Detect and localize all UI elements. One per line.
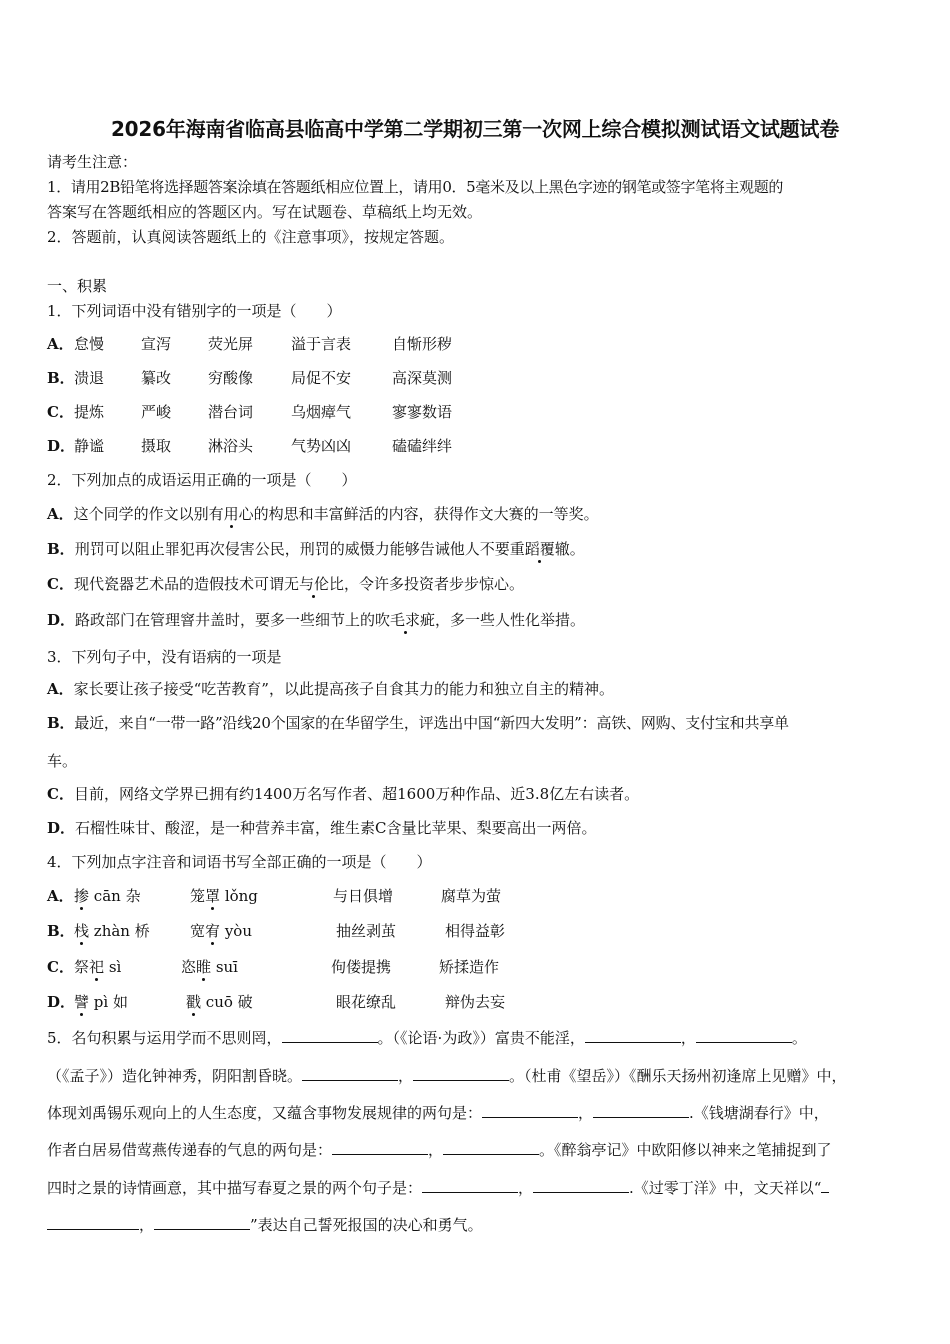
option-word: 怠慢	[74, 335, 105, 353]
char: 笼	[190, 887, 206, 905]
question-4-stem: 4．下列加点字注音和词语书写全部正确的一项是（ ）	[47, 853, 432, 871]
answer-blank[interactable]	[422, 1178, 518, 1193]
q5-text: 四时之景的诗情画意，其中描写春夏之景的两个句子是：	[47, 1179, 423, 1197]
option-text: 最近，来自“一带一路”沿线20个国家的在华留学生，评选出中国“新四大发明”：高铁、网购、支付宝和共享单	[74, 714, 789, 732]
q5-text: .《钱塘湖春行》中，	[689, 1104, 829, 1122]
dotted-char: 宥	[205, 922, 221, 940]
question-5-line-3	[47, 1103, 829, 1123]
option-text: 这个同学的作文以别	[73, 505, 209, 523]
option-letter: D．	[47, 993, 76, 1011]
dotted-char: 栈	[74, 922, 90, 940]
option-word: 淋浴头	[208, 437, 254, 455]
option-letter: C．	[47, 575, 74, 593]
option-letter: A．	[47, 505, 74, 523]
option-letter: B．	[47, 369, 75, 387]
q5-text: ，	[518, 1179, 534, 1197]
option-word: 寥寥数语	[392, 403, 453, 421]
char: 破	[237, 993, 253, 1011]
option-letter: A．	[47, 680, 74, 698]
answer-blank[interactable]	[593, 1103, 689, 1118]
question-5-line-5	[47, 1178, 829, 1198]
option-word: 辩伪去妄	[445, 993, 506, 1011]
option-word: 溢于言表	[291, 335, 352, 353]
option-word: 静谧	[74, 437, 105, 455]
q5-text: ，	[428, 1141, 444, 1159]
question-3-stem: 3．下列句子中，没有语病的一项是	[47, 648, 282, 666]
question-2-stem: 2．下列加点的成语运用正确的一项是（ ）	[47, 471, 357, 489]
char: 恣	[181, 958, 197, 976]
q3-option-a	[47, 679, 614, 699]
notice-item-1: 1．请用2B铅笔将选择题答案涂填在答题纸相应位置上，请用0．5毫米及以上黑色字迹的钢笔或签字笔将主观题的	[47, 178, 784, 196]
pinyin: cuō	[205, 993, 233, 1011]
answer-blank[interactable]	[282, 1028, 378, 1043]
pinyin: zhàn	[93, 922, 130, 940]
option-letter: B．	[47, 540, 75, 558]
q5-text: 5．名句积累与运用学而不思则罔，	[47, 1029, 282, 1047]
option-word: 严峻	[141, 403, 172, 421]
dotted-char: 罩	[205, 887, 221, 905]
q5-text: 。	[791, 1029, 807, 1047]
option-word: 与日俱增	[333, 887, 394, 905]
exam-title: 2026年海南省临高县临高中学第二学期初三第一次网上综合模拟测试语文试题试卷	[110, 117, 840, 141]
option-word: 矫揉造作	[439, 958, 500, 976]
option-word: 提炼	[74, 403, 105, 421]
dotted-char: 掺	[74, 887, 90, 905]
answer-blank[interactable]	[47, 1215, 139, 1230]
question-5-line-2	[47, 1066, 847, 1086]
q2-option-d	[47, 610, 585, 630]
q5-text: .《过零丁洋》中，文天祥以“	[629, 1179, 822, 1197]
option-word: 潜台词	[208, 403, 254, 421]
option-text: 家长要让孩子接受“吃苦教育”，以此提高孩子自食其力的能力和独立自主的精神。	[73, 680, 614, 698]
char: 杂	[125, 887, 141, 905]
option-text: 刑罚可以阻止罪犯再次侵害公民，刑罚的威慑力能够告诫他人不要	[74, 540, 510, 558]
notice-heading: 请考生注意：	[47, 153, 138, 171]
q2-option-a	[47, 504, 599, 524]
dotted-text: 吹毛求疵	[375, 611, 436, 629]
option-letter: C．	[47, 785, 74, 803]
pinyin: lǒng	[224, 887, 258, 905]
option-letter: A．	[47, 335, 74, 353]
dotted-char: 睢	[196, 958, 212, 976]
option-word: 乌烟瘴气	[291, 403, 352, 421]
q3-option-b-cont: 车。	[47, 752, 78, 770]
option-letter: B．	[47, 714, 75, 732]
answer-blank[interactable]	[696, 1028, 792, 1043]
option-letter: A．	[47, 887, 74, 905]
q5-text: ，	[680, 1029, 696, 1047]
option-text: 目前，网络文学界已拥有约1400万名写作者、超1600万种作品、近3.8亿左右读者。	[73, 785, 640, 803]
question-5-line-4	[47, 1140, 832, 1160]
option-letter: C．	[47, 958, 74, 976]
option-letter: D．	[47, 437, 76, 455]
question-1-stem: 1．下列词语中没有错别字的一项是（ ）	[47, 302, 342, 320]
dotted-text: 有用心	[208, 505, 254, 523]
option-text: 的构思和丰富鲜活的内容，获得作文大赛的一等奖。	[253, 505, 599, 523]
option-text: 现代瓷器艺术品的造假技术可谓	[73, 575, 284, 593]
dotted-text: 重蹈覆辙	[509, 540, 570, 558]
answer-blank[interactable]	[332, 1140, 428, 1155]
q2-option-b	[47, 539, 585, 559]
option-word: 局促不安	[291, 369, 352, 387]
pinyin: suī	[215, 958, 238, 976]
question-5-line-1	[47, 1028, 807, 1048]
answer-blank[interactable]	[821, 1178, 829, 1193]
question-5-line-6	[47, 1215, 483, 1235]
option-text: ，令许多投资者步步惊心。	[343, 575, 524, 593]
option-word: 宣泻	[141, 335, 172, 353]
option-word: 溃退	[74, 369, 105, 387]
option-word: 高深莫测	[392, 369, 453, 387]
char: 如	[112, 993, 128, 1011]
option-word: 摄取	[141, 437, 172, 455]
option-word: 抽丝剥茧	[336, 922, 397, 940]
option-word: 自惭形秽	[392, 335, 453, 353]
dotted-char: 譬	[74, 993, 90, 1011]
char: 祭	[74, 958, 90, 976]
char: 宽	[190, 922, 206, 940]
dotted-char: 祀	[89, 958, 105, 976]
q5-text: ”表达自己誓死报国的决心和勇气。	[250, 1216, 483, 1234]
q3-option-d	[47, 818, 597, 838]
answer-blank[interactable]	[482, 1103, 578, 1118]
pinyin: pì	[93, 993, 109, 1011]
option-word: 荧光屏	[208, 335, 254, 353]
q5-text: ，	[139, 1216, 155, 1234]
dotted-char: 戳	[186, 993, 202, 1011]
section-heading: 一、积累	[47, 277, 108, 295]
option-text: 。	[569, 540, 585, 558]
option-word: 相得益彰	[445, 922, 506, 940]
dotted-text: 无与伦比	[283, 575, 344, 593]
pinyin: yòu	[224, 922, 252, 940]
option-letter: D．	[47, 819, 76, 837]
char: 桥	[134, 922, 150, 940]
answer-blank[interactable]	[443, 1140, 539, 1155]
answer-blank[interactable]	[585, 1028, 681, 1043]
q5-text: 。《醉翁亭记》中欧阳修以神来之笔捕捉到了	[539, 1141, 832, 1159]
q5-text: ，	[398, 1067, 414, 1085]
notice-item-2: 2．答题前，认真阅读答题纸上的《注意事项》，按规定答题。	[47, 228, 455, 246]
q3-option-b	[47, 713, 789, 733]
option-word: 纂改	[141, 369, 172, 387]
q5-text: ，	[578, 1104, 594, 1122]
option-word: 眼花缭乱	[336, 993, 397, 1011]
q2-option-c	[47, 574, 524, 594]
q5-text: （《孟子》）造化钟神秀，阴阳割昏晓。	[47, 1067, 303, 1085]
notice-item-1-cont: 答案写在答题纸相应的答题区内。写在试题卷、草稿纸上均无效。	[47, 203, 483, 221]
answer-blank[interactable]	[413, 1066, 509, 1081]
option-word: 磕磕绊绊	[392, 437, 453, 455]
option-text: ，多一些人性化举措。	[435, 611, 586, 629]
option-letter: D．	[47, 611, 76, 629]
option-letter: B．	[47, 922, 75, 940]
answer-blank[interactable]	[533, 1178, 629, 1193]
pinyin: sì	[108, 958, 122, 976]
option-text: 路政部门在管理窨井盖时，要多一些细节上的	[75, 611, 376, 629]
option-word: 腐草为萤	[441, 887, 502, 905]
option-letter: C．	[47, 403, 74, 421]
option-word: 佝偻提携	[331, 958, 392, 976]
q5-text: 。（《论语·为政》）富贵不能淫，	[377, 1029, 585, 1047]
pinyin: cān	[93, 887, 121, 905]
option-text: 石榴性味甘、酸涩，是一种营养丰富，维生素C含量比苹果、梨要高出一两倍。	[75, 819, 597, 837]
q3-option-c	[47, 784, 639, 804]
option-word: 穷酸像	[208, 369, 254, 387]
answer-blank[interactable]	[302, 1066, 398, 1081]
option-word: 气势凶凶	[291, 437, 352, 455]
q5-text: 。（杜甫《望岳》）《酬乐天扬州初逢席上见赠》中，	[509, 1067, 847, 1085]
q5-text: 体现刘禹锡乐观向上的人生态度，又蕴含事物发展规律的两句是：	[47, 1104, 483, 1122]
answer-blank[interactable]	[154, 1215, 250, 1230]
q5-text: 作者白居易借莺燕传递春的气息的两句是：	[47, 1141, 333, 1159]
